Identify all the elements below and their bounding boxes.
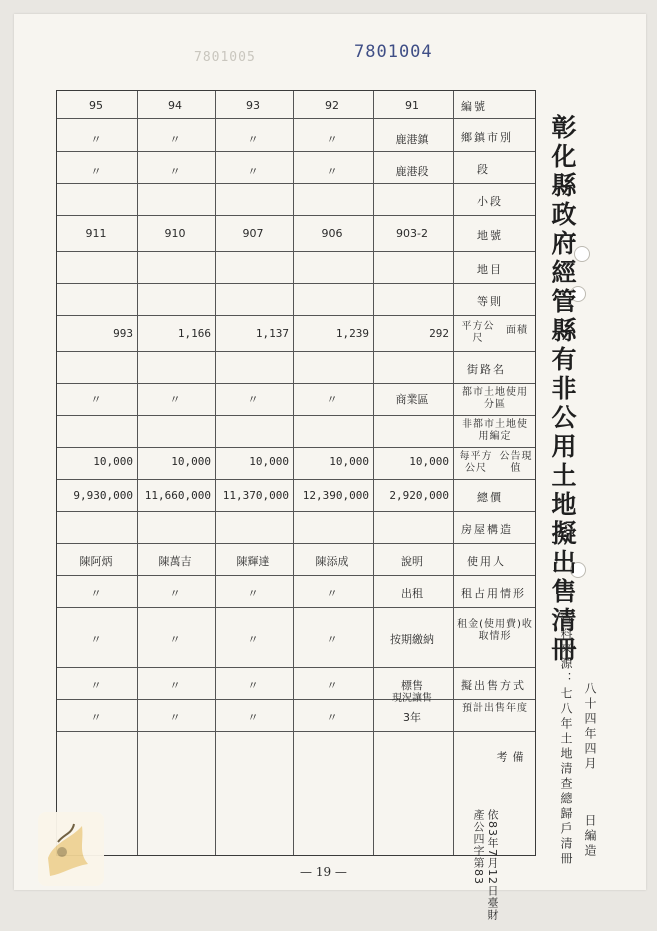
sale-method: 〃 (169, 679, 181, 692)
label-building: 房屋構造 (461, 523, 513, 536)
district-cell: 鹿港鎮 (395, 133, 429, 146)
announced-value: 10,000 (249, 455, 289, 468)
label-area: 面積 (506, 325, 528, 336)
area-value: 292 (429, 327, 449, 340)
label-rent-status: 租金(使用費)收取情形 (457, 619, 533, 642)
sale-method-note: 現況讓售 (392, 693, 432, 704)
label-remark: 備考 (495, 751, 524, 812)
zoning-cell: 〃 (247, 393, 259, 406)
label-land-category: 地目 (477, 263, 503, 276)
rent-status: 〃 (169, 633, 181, 646)
zoning-cell: 〃 (169, 393, 181, 406)
rent-status: 〃 (326, 633, 338, 646)
page-number: — 19 — (300, 865, 347, 879)
announced-value: 10,000 (93, 455, 133, 468)
label-use-status: 租占用情形 (461, 587, 526, 600)
label-serial: 編號 (461, 100, 487, 113)
user-name: 陳添成 (315, 555, 349, 568)
announced-value: 10,000 (171, 455, 211, 468)
label-lot: 地號 (477, 229, 503, 242)
rent-status: 按期繳納 (390, 633, 434, 646)
lot-number: 910 (164, 227, 186, 240)
lot-number: 907 (242, 227, 264, 240)
serial-number: 94 (168, 99, 182, 112)
user-name: 陳萬吉 (158, 555, 192, 568)
label-announced-value: 公告現值 (499, 451, 533, 474)
user-name: 說明 (401, 555, 423, 568)
label-announced-unit: 每平方公尺 (459, 451, 493, 474)
section-cell: 〃 (247, 165, 259, 178)
serial-number: 91 (405, 99, 419, 112)
district-cell: 〃 (169, 133, 181, 146)
section-cell: 〃 (169, 165, 181, 178)
district-cell: 〃 (247, 133, 259, 146)
sale-method: 〃 (247, 679, 259, 692)
section-cell: 〃 (90, 165, 102, 178)
section-cell: 鹿港段 (395, 165, 429, 178)
serial-number: 92 (325, 99, 339, 112)
user-name: 陳輝達 (236, 555, 270, 568)
ghost-doc-number: 7801005 (194, 50, 256, 65)
serial-number: 95 (89, 99, 103, 112)
announced-value: 10,000 (409, 455, 449, 468)
label-zoning-nonurban: 非都市土地使用編定 (462, 419, 528, 442)
label-area-unit: 平方公尺 (461, 321, 495, 344)
announced-value: 10,000 (329, 455, 369, 468)
land-table (56, 90, 536, 921)
sale-years: 〃 (169, 711, 181, 724)
zoning-cell: 商業區 (395, 393, 429, 406)
label-grade: 等則 (477, 295, 503, 308)
area-value: 1,239 (335, 327, 369, 340)
document-date: 八十四年四月 (583, 682, 597, 772)
lot-number: 906 (321, 227, 343, 240)
total-value: 11,370,000 (222, 489, 289, 502)
area-value: 1,166 (177, 327, 211, 340)
remark-note: 依83年7月12日臺財產公四字第83 (472, 809, 499, 921)
lot-number: 903-2 (396, 227, 428, 240)
data-source-note: 資料來源：七八年土地清查總歸戶清冊 (559, 612, 573, 867)
serial-number: 93 (246, 99, 260, 112)
sale-years: 3年 (403, 711, 421, 724)
zoning-cell: 〃 (326, 393, 338, 406)
document-page (14, 14, 646, 921)
label-subsection: 小段 (477, 195, 503, 208)
use-status: 〃 (169, 587, 181, 600)
use-status: 〃 (90, 587, 102, 600)
use-status: 〃 (326, 587, 338, 600)
doc-number-stamp: 7801004 (354, 42, 433, 62)
zoning-cell: 〃 (90, 393, 102, 406)
label-section: 段 (477, 163, 490, 176)
label-sale-method: 擬出售方式 (461, 679, 526, 692)
sale-years: 〃 (326, 711, 338, 724)
area-value: 1,137 (255, 327, 289, 340)
label-sale-years: 預計出售年度 (462, 703, 528, 714)
total-value: 2,920,000 (389, 489, 449, 502)
lot-number: 911 (85, 227, 107, 240)
label-total-value: 總價 (477, 491, 503, 504)
label-user: 使用人 (467, 555, 506, 568)
sale-years: 〃 (90, 711, 102, 724)
total-value: 11,660,000 (144, 489, 211, 502)
use-status: 〃 (247, 587, 259, 600)
use-status: 出租 (401, 587, 423, 600)
map-logo-icon (38, 812, 104, 886)
user-name: 陳阿炳 (79, 555, 113, 568)
sale-method: 〃 (326, 679, 338, 692)
sale-method: 標售 (401, 679, 423, 692)
section-cell: 〃 (326, 165, 338, 178)
rent-status: 〃 (247, 633, 259, 646)
sale-method: 〃 (90, 679, 102, 692)
total-value: 9,930,000 (73, 489, 133, 502)
rent-status: 〃 (90, 633, 102, 646)
compiled-note: 日編造 (583, 814, 597, 859)
total-value: 12,390,000 (302, 489, 369, 502)
document-title: 彰化縣政府經管縣有非公用土地擬出售清冊 (548, 114, 577, 665)
district-cell: 〃 (326, 133, 338, 146)
label-district: 鄉鎮市別 (461, 131, 513, 144)
label-zoning-urban: 都市土地使用分區 (462, 387, 528, 410)
area-value: 993 (113, 327, 133, 340)
label-road: 街路名 (467, 363, 506, 376)
watermark-logo (38, 812, 104, 886)
sale-years: 〃 (247, 711, 259, 724)
district-cell: 〃 (90, 133, 102, 146)
